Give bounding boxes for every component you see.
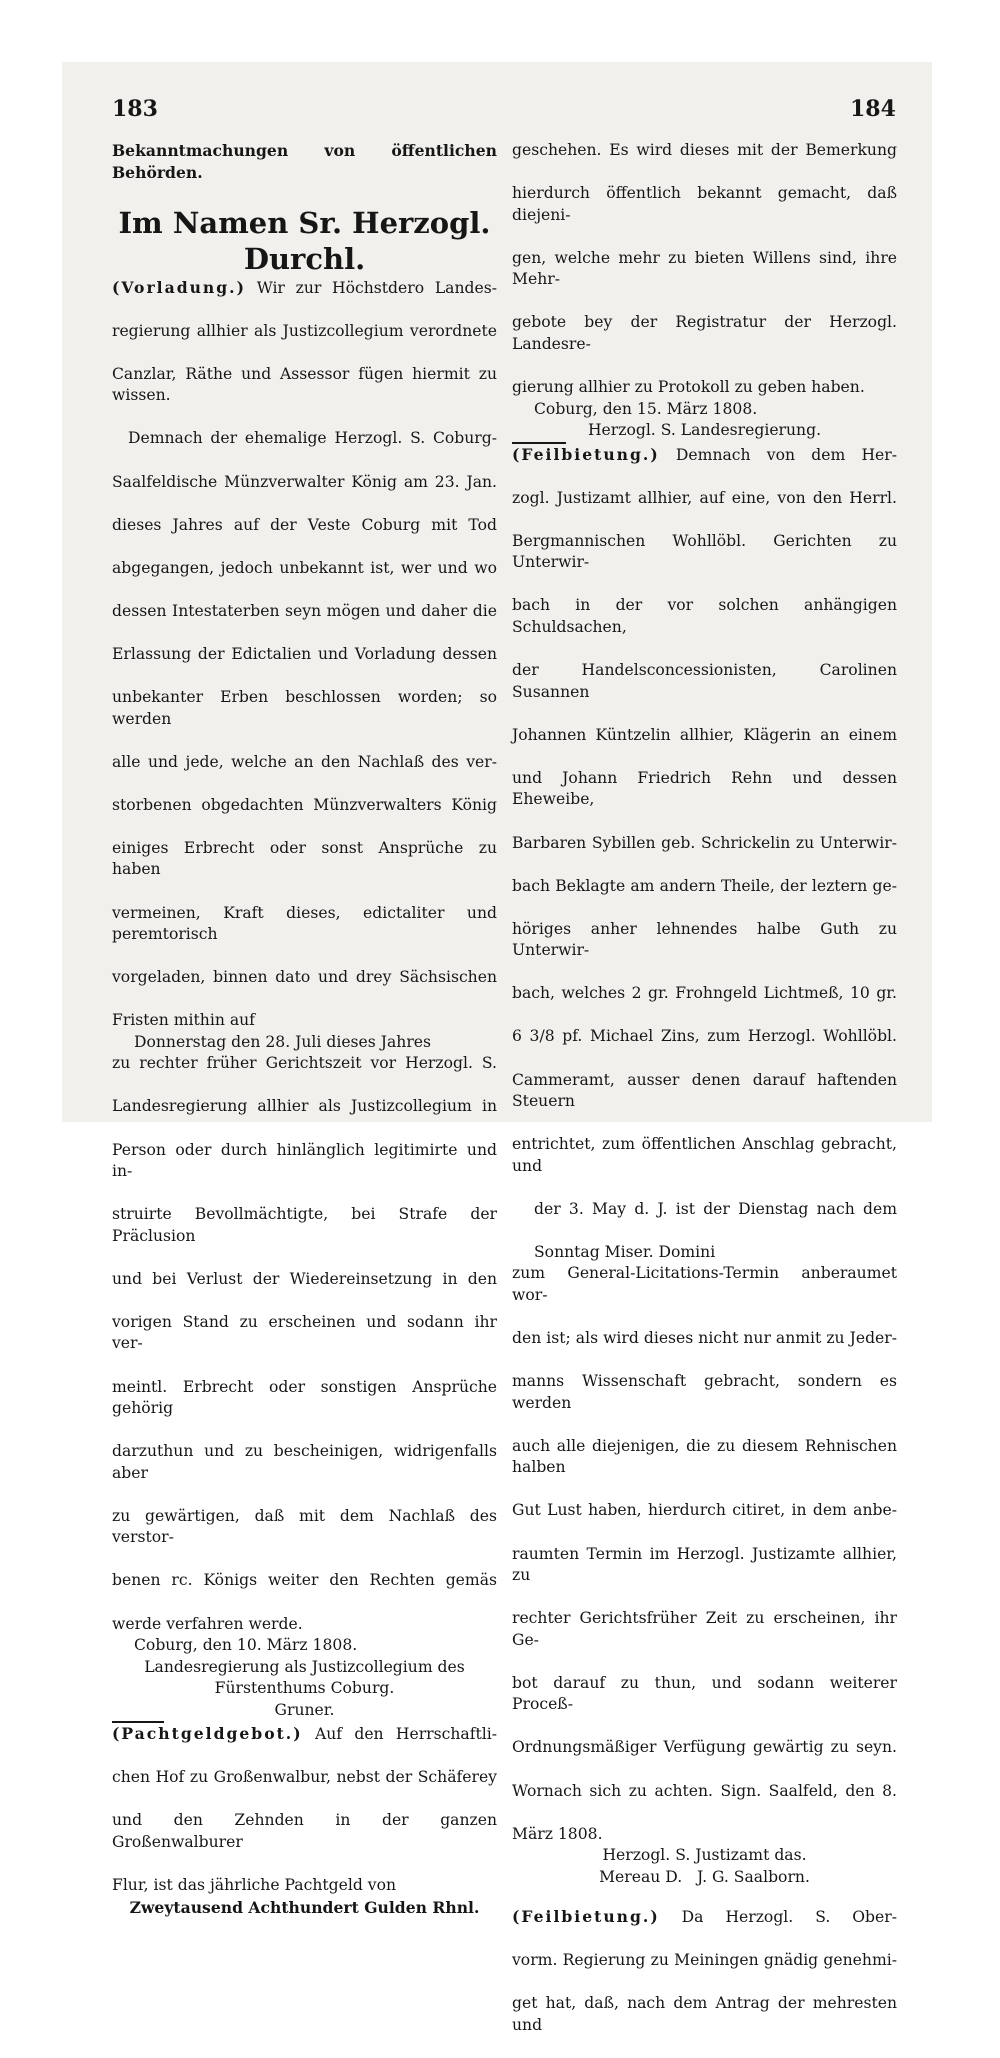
- notice-line: struirte Bevollmächtigte, bei Strafe der Präclusion: [112, 1205, 497, 1245]
- notice-line: 6 3/8 pf. Michael Zins, zum Herzogl. Wohllöbl.: [512, 1027, 897, 1046]
- notice-line: entrichtet, zum öffentlichen Anschlag gebracht, und: [512, 1135, 897, 1175]
- notice-line: raumten Termin im Herzogl. Justizamte allhier, zu: [512, 1544, 897, 1585]
- notice-line: (Feilbietung.) Da Herzogl. S. Ober-: [512, 1907, 897, 1927]
- notice-line: dieses Jahres auf der Veste Coburg mit Tod: [112, 515, 497, 534]
- document-title: Im Namen Sr. Herzogl. Durchl.: [118, 205, 491, 276]
- signature-line: Herzogl. S. Justizamt das.: [602, 1846, 807, 1865]
- signature-names: Mereau D. J. G. Saalborn.: [599, 1867, 810, 1886]
- notice-line: storbenen obgedachten Münzverwalters König: [112, 795, 497, 814]
- notice-line: März 1808.: [512, 1824, 603, 1843]
- continuation-line: hierdurch öffentlich bekannt gemacht, daß diejeni-: [512, 184, 897, 224]
- notice-line: werde verfahren werde.: [112, 1614, 303, 1633]
- notice-line: (Vorladung.) Wir zur Höchstdero Landes-: [112, 277, 497, 297]
- notice-line: zum General-Licitations-Termin anberaumet wor-: [512, 1264, 897, 1304]
- notice-line: bot darauf zu thun, und sodann weiterer Proceß-: [512, 1673, 897, 1714]
- notice-line: vorigen Stand zu erscheinen und sodann ihr ver-: [112, 1312, 497, 1353]
- signature-line: Landesregierung als Justizcollegium des: [144, 1657, 465, 1676]
- signature-line: Herzogl. S. Landesregierung.: [587, 421, 822, 440]
- notice-label: (Feilbietung.): [512, 444, 660, 464]
- continuation-line: gen, welche mehr zu bieten Willens sind, ihre Mehr-: [512, 248, 897, 289]
- notice-line: Bergmannischen Wohllöbl. Gerichten zu Unterwir-: [512, 531, 897, 572]
- notice-line: get hat, daß, nach dem Antrag der mehresten und: [512, 1994, 897, 2035]
- notice-line: bach, welches 2 gr. Frohngeld Lichtmeß, 10 gr.: [512, 984, 897, 1003]
- signature-name: Gruner.: [274, 1700, 335, 1719]
- notice-line: (Pachtgeldgebot.) Auf den Herrschaftli-: [112, 1724, 497, 1744]
- notice-line: Person oder durch hinlänglich legitimirte und in-: [112, 1140, 497, 1181]
- notice-line: den ist; als wird dieses nicht nur anmit zu Jeder-: [512, 1329, 897, 1348]
- notice-line: abgegangen, jedoch unbekannt ist, wer und wo: [112, 558, 497, 577]
- continuation-line: gebote bey der Registratur der Herzogl. Landesre-: [512, 313, 897, 353]
- notice-line: Ordnungsmäßiger Verfügung gewärtig zu seyn.: [512, 1738, 897, 1757]
- notice-line: bach Beklagte am andern Theile, der leztern ge-: [512, 876, 897, 895]
- notice-label: (Pachtgeldgebot.): [112, 1724, 303, 1744]
- notice-line: Saalfeldische Münzverwalter König am 23. Jan.: [112, 472, 497, 491]
- notice-line: auch alle diejenigen, die zu diesem Rehnischen halben: [512, 1436, 897, 1477]
- notice-line: benen rc. Königs weiter den Rechten gemäs: [112, 1571, 497, 1590]
- notice-line: und Johann Friedrich Rehn und dessen Eheweibe,: [512, 768, 897, 809]
- notice-line: meintl. Erbrecht oder sonstigen Ansprüche gehörig: [112, 1377, 497, 1418]
- notice-line: und bei Verlust der Wiedereinsetzung in den: [112, 1269, 497, 1288]
- continuation-date: Coburg, den 15. März 1808.: [534, 399, 758, 418]
- notice-line: bach in der vor solchen anhängigen Schuldsachen,: [512, 596, 897, 637]
- notice-line: Landesregierung allhier als Justizcollegium in: [112, 1097, 497, 1116]
- notice-line: Erlassung der Edictalien und Vorladung dessen: [112, 644, 497, 663]
- notice-line: zogl. Justizamt allhier, auf eine, von den Herrl.: [512, 488, 897, 507]
- notice-line: vorm. Regierung zu Meiningen gnädig genehmi-: [512, 1951, 897, 1970]
- signature-line: Fürstenthums Coburg.: [214, 1679, 395, 1698]
- page-number-left: 183: [112, 96, 158, 122]
- notice-line: und den Zehnden in der ganzen Großenwalburer: [112, 1811, 497, 1852]
- continuation-line: geschehen. Es wird dieses mit der Bemerkung: [512, 141, 897, 159]
- section-heading: Bekanntmachungen von öffentlichen Behörden.: [112, 141, 497, 182]
- notice-line: Fristen mithin auf: [112, 1011, 255, 1030]
- continuation-line: gierung allhier zu Protokoll zu geben haben.: [512, 378, 865, 397]
- right-column: [512, 140, 897, 2058]
- notice-line: zu rechter früher Gerichtszeit vor Herzogl. S.: [112, 1054, 497, 1073]
- notice-line: Zweytausend Achthundert Gulden Rhnl.: [129, 1897, 480, 1917]
- page-number-right: 184: [850, 96, 896, 122]
- notice-line: rechter Gerichtsfrüher Zeit zu erscheinen, ihr Ge-: [512, 1609, 897, 1649]
- notice-label: (Feilbietung.): [512, 1907, 660, 1927]
- notice-line: höriges anher lehnendes halbe Guth zu Unterwir-: [512, 919, 897, 960]
- notice-date: Coburg, den 10. März 1808.: [134, 1636, 358, 1655]
- notice-line: Flur, ist das jährliche Pachtgeld von: [112, 1876, 397, 1895]
- notice-line: alle und jede, welche an den Nachlaß des ver-: [112, 752, 497, 771]
- notice-label: (Vorladung.): [112, 277, 246, 297]
- notice-line: vorgeladen, binnen dato und drey Sächsischen: [112, 968, 497, 987]
- notice-line: dessen Intestaterben seyn mögen und daher die: [112, 601, 497, 620]
- notice-line: Wornach sich zu achten. Sign. Saalfeld, den 8.: [512, 1781, 897, 1800]
- notice-line: der Handelsconcessionisten, Carolinen Susannen: [512, 661, 897, 701]
- notice-line: zu gewärtigen, daß mit dem Nachlaß des verstor-: [112, 1506, 497, 1547]
- notice-line: unbekanter Erben beschlossen worden; so werden: [112, 688, 497, 728]
- notice-line: der 3. May d. J. ist der Dienstag nach dem: [534, 1199, 897, 1218]
- notice-line: Canzlar, Räthe und Assessor fügen hiermit zu wissen.: [112, 364, 497, 405]
- notice-line: chen Hof zu Großenwalbur, nebst der Schäferey: [112, 1768, 497, 1787]
- notice-line: Sonntag Miser. Domini: [534, 1242, 716, 1261]
- notice-line: Gut Lust haben, hierdurch citiret, in dem anbe-: [512, 1501, 897, 1520]
- notice-line: manns Wissenschaft gebracht, sondern es werden: [512, 1372, 897, 1412]
- notice-line: Barbaren Sybillen geb. Schrickelin zu Unterwir-: [512, 833, 897, 852]
- notice-line: (Feilbietung.) Demnach von dem Her-: [512, 444, 897, 464]
- notice-line: einiges Erbrecht oder sonst Ansprüche zu haben: [112, 838, 497, 879]
- left-column: [112, 140, 497, 1918]
- notice-line: Cammeramt, ausser denen darauf haftenden Steuern: [512, 1070, 897, 1111]
- notice-line: Demnach der ehemalige Herzogl. S. Coburg-: [128, 429, 497, 448]
- notice-line: vermeinen, Kraft dieses, edictaliter und peremtorisch: [112, 903, 497, 944]
- spacer: [512, 1888, 897, 1906]
- notice-line: darzuthun und zu bescheinigen, widrigenfalls aber: [112, 1442, 497, 1482]
- notice-line: regierung allhier als Justizcollegium verordnete: [112, 321, 497, 340]
- notice-line: Donnerstag den 28. Juli dieses Jahres: [134, 1032, 432, 1051]
- notice-line: Johannen Küntzelin allhier, Klägerin an einem: [512, 725, 897, 744]
